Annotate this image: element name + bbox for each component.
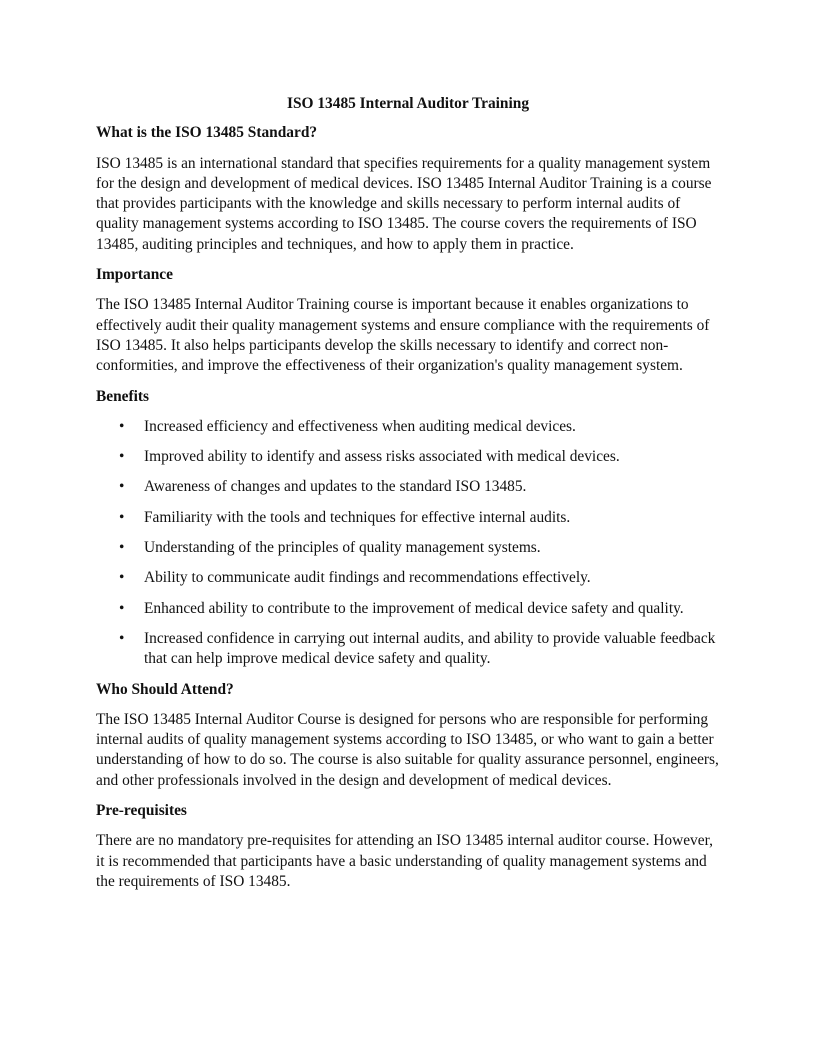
- list-item: [96, 568, 720, 588]
- section-paragraph-attendance: The ISO 13485 Internal Auditor Course is designed for persons who are responsible for performing internal audits of quality management systems according to ISO 13485, or who want to gain a better understanding of how to do so. The course is also suitable for quality assurance personnel, engineers, and other professionals involved in the design and development of medical devices.: [96, 710, 719, 789]
- bullet-icon: •: [119, 448, 125, 466]
- list-item: [96, 629, 720, 670]
- section-heading-benefits: Benefits: [96, 387, 150, 405]
- list-item-text: Familiarity with the tools and techniques for effective internal audits.: [144, 508, 571, 526]
- bullet-icon: •: [119, 569, 125, 587]
- list-item-text: Understanding of the principles of quality management systems.: [144, 539, 541, 557]
- bullet-icon: •: [119, 508, 125, 526]
- bullet-icon: •: [119, 478, 125, 496]
- section-paragraph-importance: The ISO 13485 Internal Auditor Training course is important because it enables organizations to effectively audit their quality management systems and ensure compliance with the requirements of ISO 13485. It also helps participants develop the skills necessary to identify and correct non-conformities, and improve the effectiveness of their organization's quality management system.: [96, 296, 710, 375]
- section-heading-importance: Importance: [96, 266, 173, 284]
- bullet-icon: •: [119, 539, 125, 557]
- section-heading-standard: What is the ISO 13485 Standard?: [96, 124, 318, 142]
- section-paragraph-standard: ISO 13485 is an international standard that specifies requirements for a quality management system for the design and development of medical devices. ISO 13485 Internal Auditor Training is a course that provides participants with the knowledge and skills necessary to perform internal audits of quality management systems according to ISO 13485. The course covers the requirements of ISO 13485, auditing principles and techniques, and how to apply them in practice.: [96, 154, 712, 253]
- bullet-icon: •: [119, 417, 125, 435]
- bullet-icon: •: [119, 599, 125, 617]
- list-item-text: Increased confidence in carrying out internal audits, and ability to provide valuable feedback that can help improve medical device safety and quality.: [144, 629, 716, 668]
- bullet-icon: •: [119, 629, 125, 647]
- list-item-text: Increased efficiency and effectiveness when auditing medical devices.: [144, 417, 576, 435]
- list-item: [96, 447, 720, 467]
- list-item-text: Improved ability to identify and assess risks associated with medical devices.: [144, 448, 620, 466]
- section-heading-attendance: Who Should Attend?: [96, 680, 234, 698]
- section-heading-prerequisites: Pre-requisites: [96, 802, 187, 820]
- document-page: [96, 94, 720, 902]
- benefits-list: [96, 417, 720, 670]
- section-paragraph-prerequisites: There are no mandatory pre-requisites for attending an ISO 13485 internal auditor course. However, it is recommended that participants have a basic understanding of quality management systems and the requirements of ISO 13485.: [96, 832, 713, 890]
- list-item: [96, 417, 720, 437]
- list-item-text: Awareness of changes and updates to the standard ISO 13485.: [144, 478, 527, 496]
- list-item: [96, 477, 720, 497]
- list-item: [96, 599, 720, 619]
- list-item-text: Enhanced ability to contribute to the improvement of medical device safety and quality.: [144, 599, 684, 617]
- list-item-text: Ability to communicate audit findings and recommendations effectively.: [144, 569, 591, 587]
- list-item: [96, 538, 720, 558]
- document-title: ISO 13485 Internal Auditor Training: [286, 95, 530, 112]
- list-item: [96, 508, 720, 528]
